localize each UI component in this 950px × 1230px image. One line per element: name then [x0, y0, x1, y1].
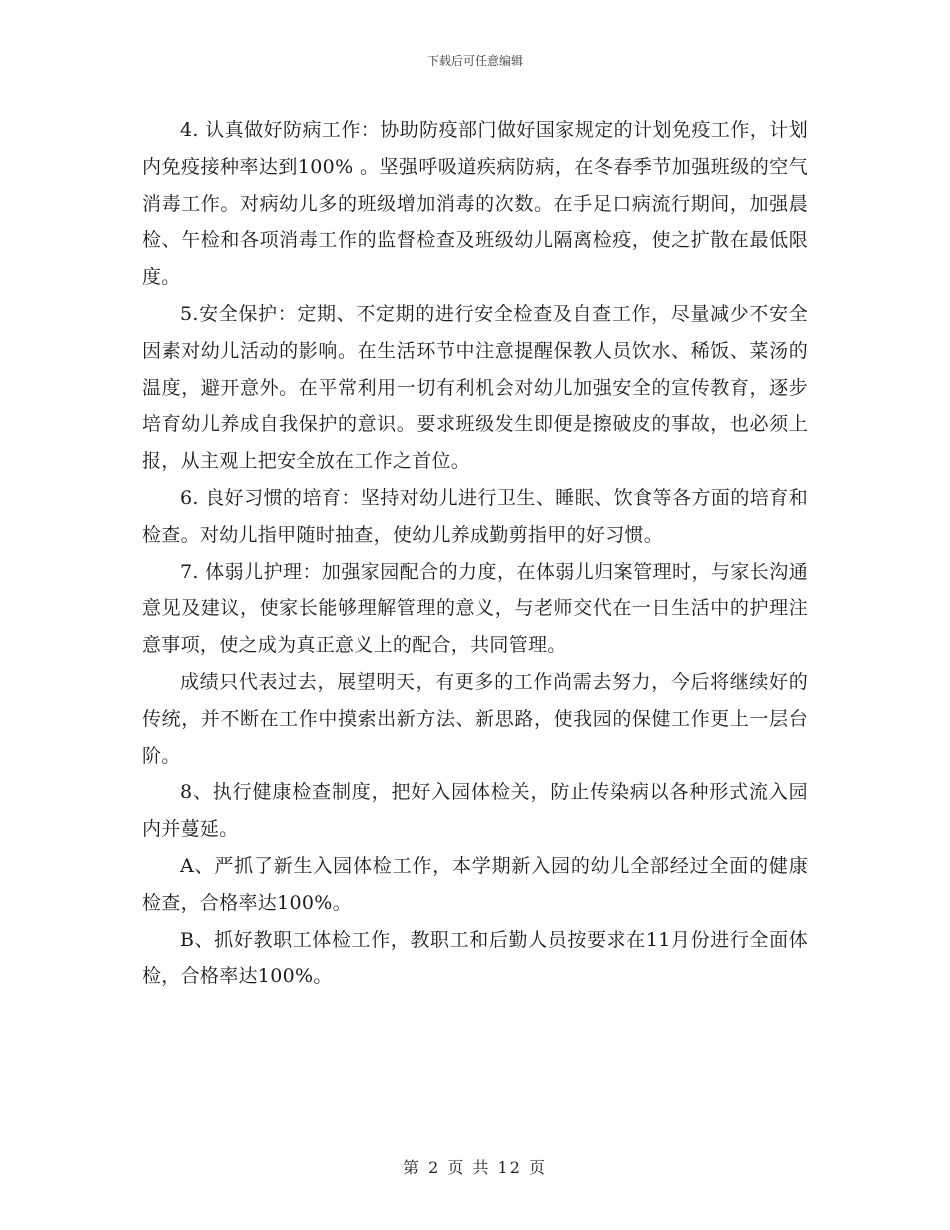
document-body: [142, 112, 808, 995]
page-number: 第 2 页 共 12 页: [403, 1158, 547, 1177]
paragraph-weak-children-care: 7. 体弱儿护理：加强家园配合的力度，在体弱儿归案管理时，与家长沟通意见及建议，使家长能够理解管理的意义，与老师交代在一日生活中的护理注意事项，使之成为真正意义上的配合，共同管理。: [142, 560, 808, 657]
page-header-note: 下载后可任意编辑: [426, 54, 523, 68]
paragraph-safety-protection: 5.安全保护：定期、不定期的进行安全检查及自查工作，尽量减少不安全因素对幼儿活动的影响。在生活环节中注意提醒保教人员饮水、稀饭、菜汤的温度，避开意外。在平常利用一切有利机会对幼儿加强安全的宣传教育，逐步培育幼儿养成自我保护的意识。要求班级发生即便是擦破皮的事故，也必须上报，从主观上把安全放在工作之首位。: [142, 302, 808, 473]
paragraph-disease-prevention: 4. 认真做好防病工作：协助防疫部门做好国家规定的计划免疫工作，计划内免疫接种率达到100% 。坚强呼吸道疾病防病，在冬春季节加强班级的空气消毒工作。对病幼儿多的班级增加消毒的次数。在手足口病流行期间，加强晨检、午检和各项消毒工作的监督检查及班级幼儿隔离检疫，使之扩散在最低限度。: [142, 119, 808, 289]
paragraph-staff-check: B、抓好教职工体检工作，教职工和后勤人员按要求在11月份进行全面体检，合格率达100%。: [142, 928, 808, 988]
paragraph-new-student-check: A、严抓了新生入园体检工作，本学期新入园的幼儿全部经过全面的健康检查，合格率达100%。: [142, 854, 808, 914]
paragraph-summary: 成绩只代表过去，展望明天，有更多的工作尚需去努力，今后将继续好的传统，并不断在工作中摸索出新方法、新思路，使我园的保健工作更上一层台阶。: [142, 670, 808, 767]
paragraph-good-habits: 6. 良好习惯的培育：坚持对幼儿进行卫生、睡眠、饮食等各方面的培育和检查。对幼儿指甲随时抽查，使幼儿养成勤剪指甲的好习惯。: [142, 486, 808, 546]
paragraph-health-check-system: 8、执行健康检查制度，把好入园体检关，防止传染病以各种形式流入园内并蔓延。: [142, 781, 808, 841]
